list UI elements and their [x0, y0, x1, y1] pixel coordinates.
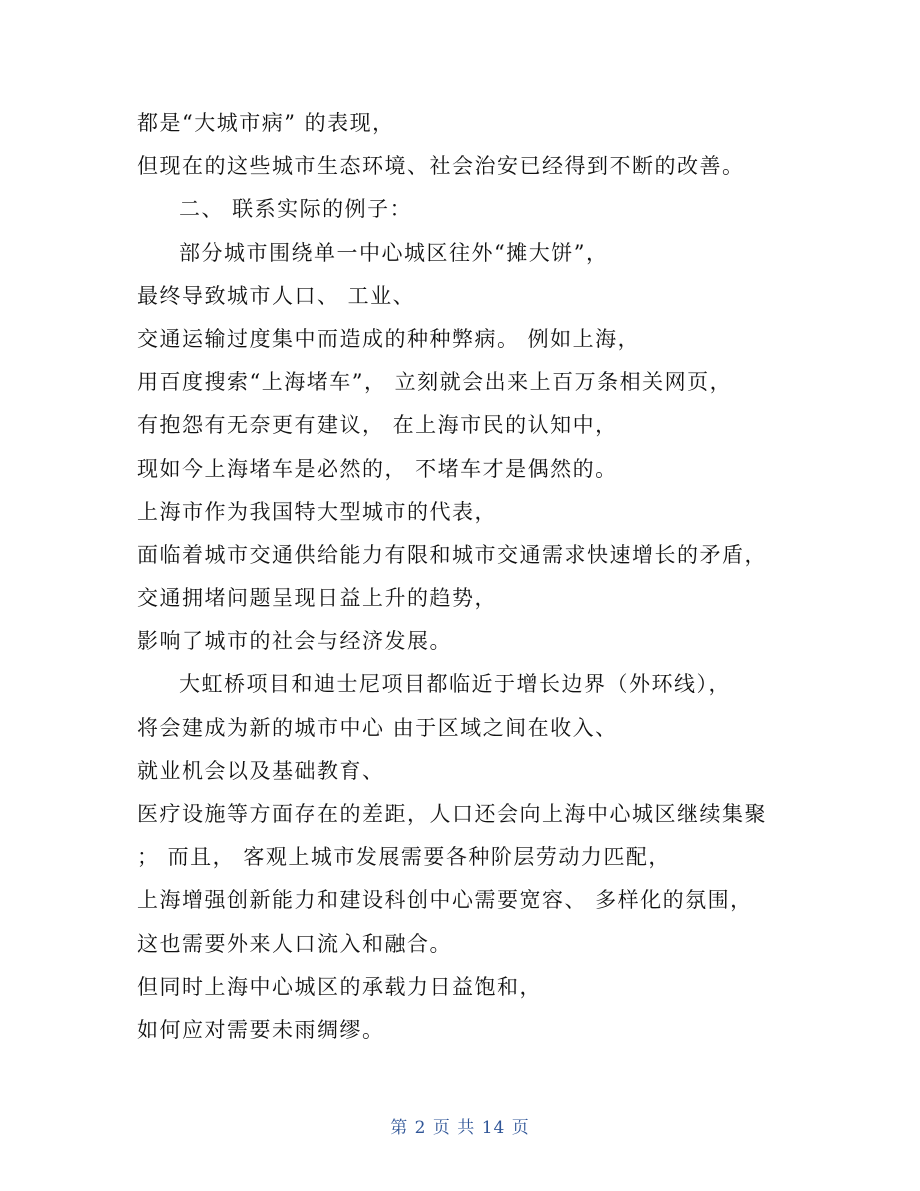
- text-line: 交通运输过度集中而造成的种种弊病。 例如上海，: [137, 326, 641, 351]
- text-line: 交通拥堵问题呈现日益上升的趋势，: [137, 586, 497, 611]
- text-line: 医疗设施等方面存在的差距，人口还会向上海中心城区继续集聚: [137, 802, 767, 826]
- text-line: 最终导致城市人口、 工业、: [137, 283, 416, 308]
- text-line: 都是“大城市病” 的表现，: [137, 111, 395, 135]
- section-heading: 二、 联系实际的例子：: [179, 197, 413, 222]
- text-line: 这也需要外来人口流入和融合。: [137, 931, 452, 956]
- page-footer: 第 2 页 共 14 页: [390, 1118, 530, 1138]
- text-line: 但现在的这些城市生态环境、社会治安已经得到不断的改善。: [137, 154, 745, 179]
- text-line: 面临着城市交通供给能力有限和城市交通需求快速增长的矛盾，: [137, 542, 767, 567]
- text-line: ； 而且， 客观上城市发展需要各种阶层劳动力匹配，: [137, 845, 671, 870]
- text-line: 上海市作为我国特大型城市的代表，: [137, 499, 497, 524]
- text-line: 现如今上海堵车是必然的， 不堵车才是偶然的。: [137, 456, 618, 481]
- text-line: 影响了城市的社会与经济发展。: [137, 629, 452, 654]
- document-body: [137, 102, 797, 1052]
- text-line: 将会建成为新的城市中心 由于区域之间在收入、: [137, 715, 618, 740]
- text-line: 用百度搜索“上海堵车”， 立刻就会出来上百万条相关网页，: [137, 370, 733, 395]
- text-line: 上海增强创新能力和建设科创中心需要宽容、 多样化的氛围，: [137, 888, 753, 913]
- text-line: 但同时上海中心城区的承载力日益饱和，: [137, 974, 542, 999]
- text-line: 部分城市围绕单一中心城区往外“摊大饼”，: [179, 240, 609, 265]
- text-line: 如何应对需要未雨绸缪。: [137, 1017, 385, 1042]
- text-line: 大虹桥项目和迪士尼项目都临近于增长边界（外环线），: [179, 672, 731, 697]
- text-line: 有抱怨有无奈更有建议， 在上海市民的认知中，: [137, 413, 618, 438]
- text-line: 就业机会以及基础教育、: [137, 758, 385, 783]
